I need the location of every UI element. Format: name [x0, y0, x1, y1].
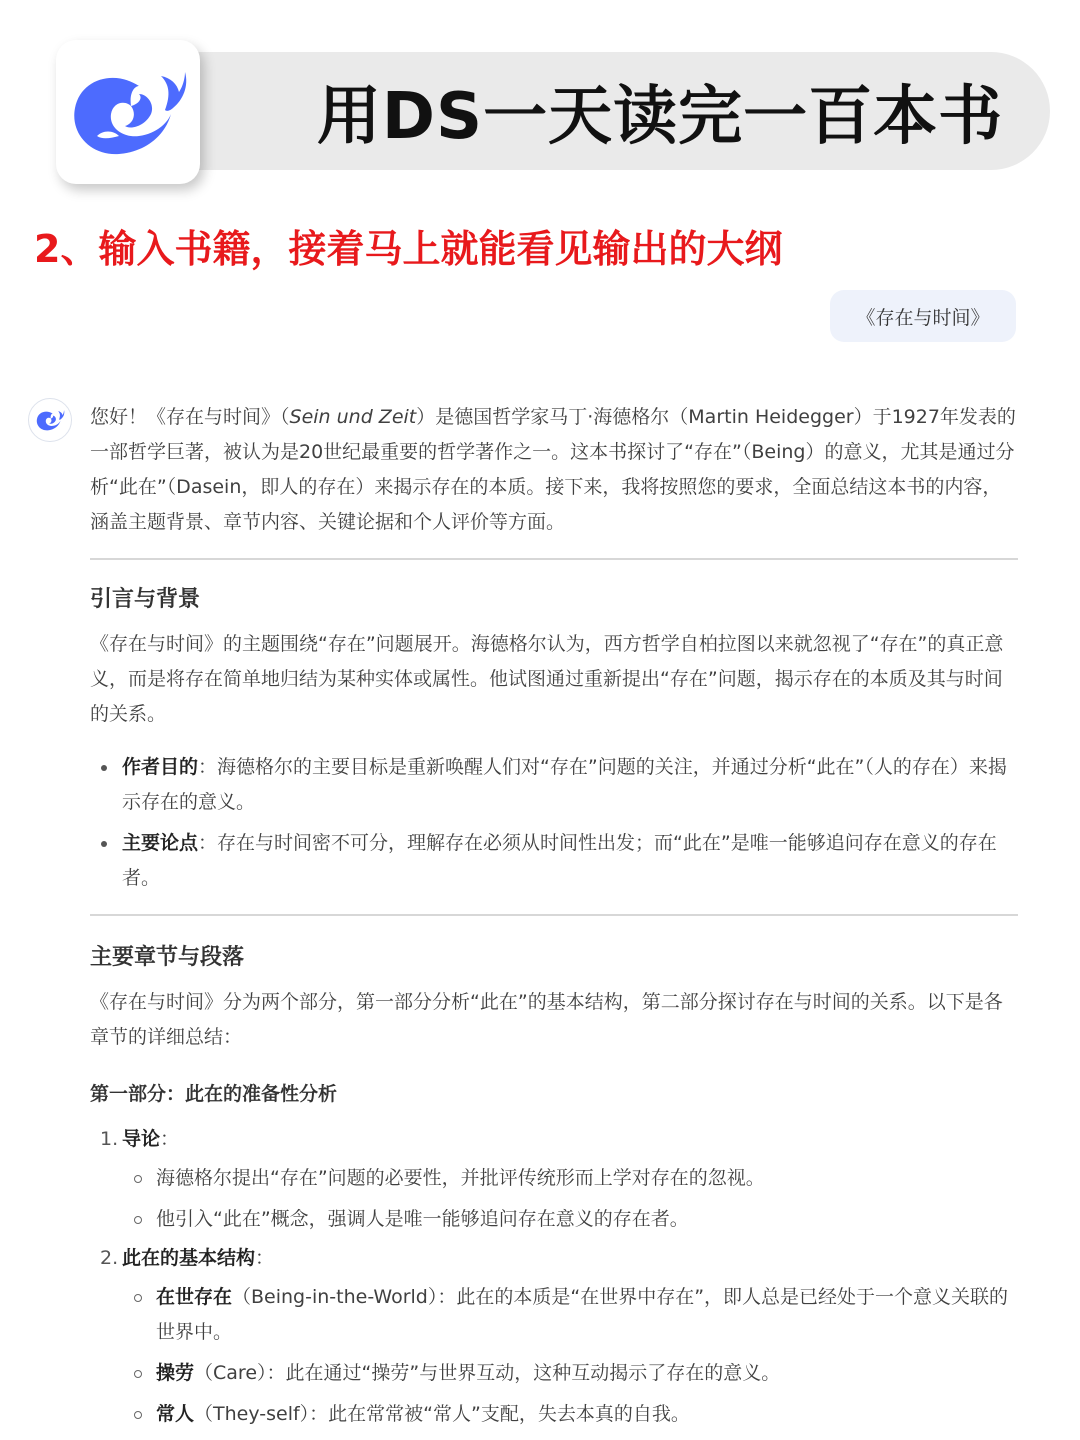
list-item: 作者目的：海德格尔的主要目标是重新唤醒人们对“存在”问题的关注，并通过分析“此在”（人的存在）来揭示存在的意义。 — [90, 750, 1018, 820]
user-message-bubble: 《存在与时间》 — [830, 290, 1016, 342]
intro-paragraph: 您好！《存在与时间》（Sein und Zeit）是德国哲学家马丁·海德格尔（Martin Heidegger）于1927年发表的一部哲学巨著，被认为是20世纪最重要的哲学著作之一。这本书探讨了“存在”（Being）的意义，尤其是通过分析“此在”（Dasein，即人的存在）来揭示存在的本质。接下来，我将按照您的要求，全面总结这本书的内容，涵盖主题背景、章节内容、关键论据和个人评价等方面。 — [90, 406, 1016, 533]
assistant-avatar — [28, 398, 72, 442]
assistant-response — [90, 400, 1018, 1432]
sub-list — [122, 1280, 1018, 1432]
part1-numbered-list — [90, 1122, 1018, 1432]
section-heading-chapters: 主要章节与段落 — [90, 945, 245, 970]
sub-list-item: 他引入“此在”概念，强调人是唯一能够追问存在意义的存在者。 — [122, 1202, 1018, 1237]
banner-title: 用DS一天读完一百本书 — [316, 80, 1004, 154]
chapters-paragraph: 《存在与时间》分为两个部分，第一部分分析“此在”的基本结构，第二部分探讨存在与时间的关系。以下是各章节的详细总结： — [90, 991, 1003, 1048]
sub-list — [122, 1161, 1018, 1237]
section-heading-background: 引言与背景 — [90, 587, 201, 612]
step-heading: 2、输入书籍，接着马上就能看见输出的大纲 — [34, 227, 783, 271]
sub-list-item: 在世存在（Being-in-the-World）：此在的本质是“在世界中存在”，即人总是已经处于一个意义关联的世界中。 — [122, 1280, 1018, 1350]
divider — [90, 558, 1018, 560]
list-item: 2. 此在的基本结构： 在世存在（Being-in-the-World）：此在的本质是“在世界中存在”，即人总是已经处于一个意义关联的世界中。 操劳（Care）：此在通过“操劳”与世界互动，这种互动揭示了存在的意义。 常人（They-self）：此在常常被“常人”支配，失去本真的自我。 — [90, 1241, 1018, 1432]
list-item: 主要论点：存在与时间密不可分，理解存在必须从时间性出发；而“此在”是唯一能够追问存在意义的存在者。 — [90, 826, 1018, 896]
app-logo — [56, 40, 200, 184]
sub-list-item: 操劳（Care）：此在通过“操劳”与世界互动，这种互动揭示了存在的意义。 — [122, 1356, 1018, 1391]
sub-list-item: 海德格尔提出“存在”问题的必要性，并批评传统形而上学对存在的忽视。 — [122, 1161, 1018, 1196]
background-paragraph: 《存在与时间》的主题围绕“存在”问题展开。海德格尔认为，西方哲学自柏拉图以来就忽视了“存在”的真正意义，而是将存在简单地归结为某种实体或属性。他试图通过重新提出“存在”问题，揭示存在的本质及其与时间的关系。 — [90, 633, 1004, 725]
title-banner — [150, 52, 1050, 170]
background-bullet-list — [90, 750, 1018, 896]
whale-avatar-icon — [35, 408, 65, 432]
whale-logo-icon — [67, 64, 189, 160]
list-item: 1. 导论： 海德格尔提出“存在”问题的必要性，并批评传统形而上学对存在的忽视。 他引入“此在”概念，强调人是唯一能够追问存在意义的存在者。 — [90, 1122, 1018, 1237]
sub-list-item: 常人（They-self）：此在常常被“常人”支配，失去本真的自我。 — [122, 1397, 1018, 1432]
divider — [90, 914, 1018, 916]
part1-heading: 第一部分：此在的准备性分析 — [90, 1083, 338, 1105]
